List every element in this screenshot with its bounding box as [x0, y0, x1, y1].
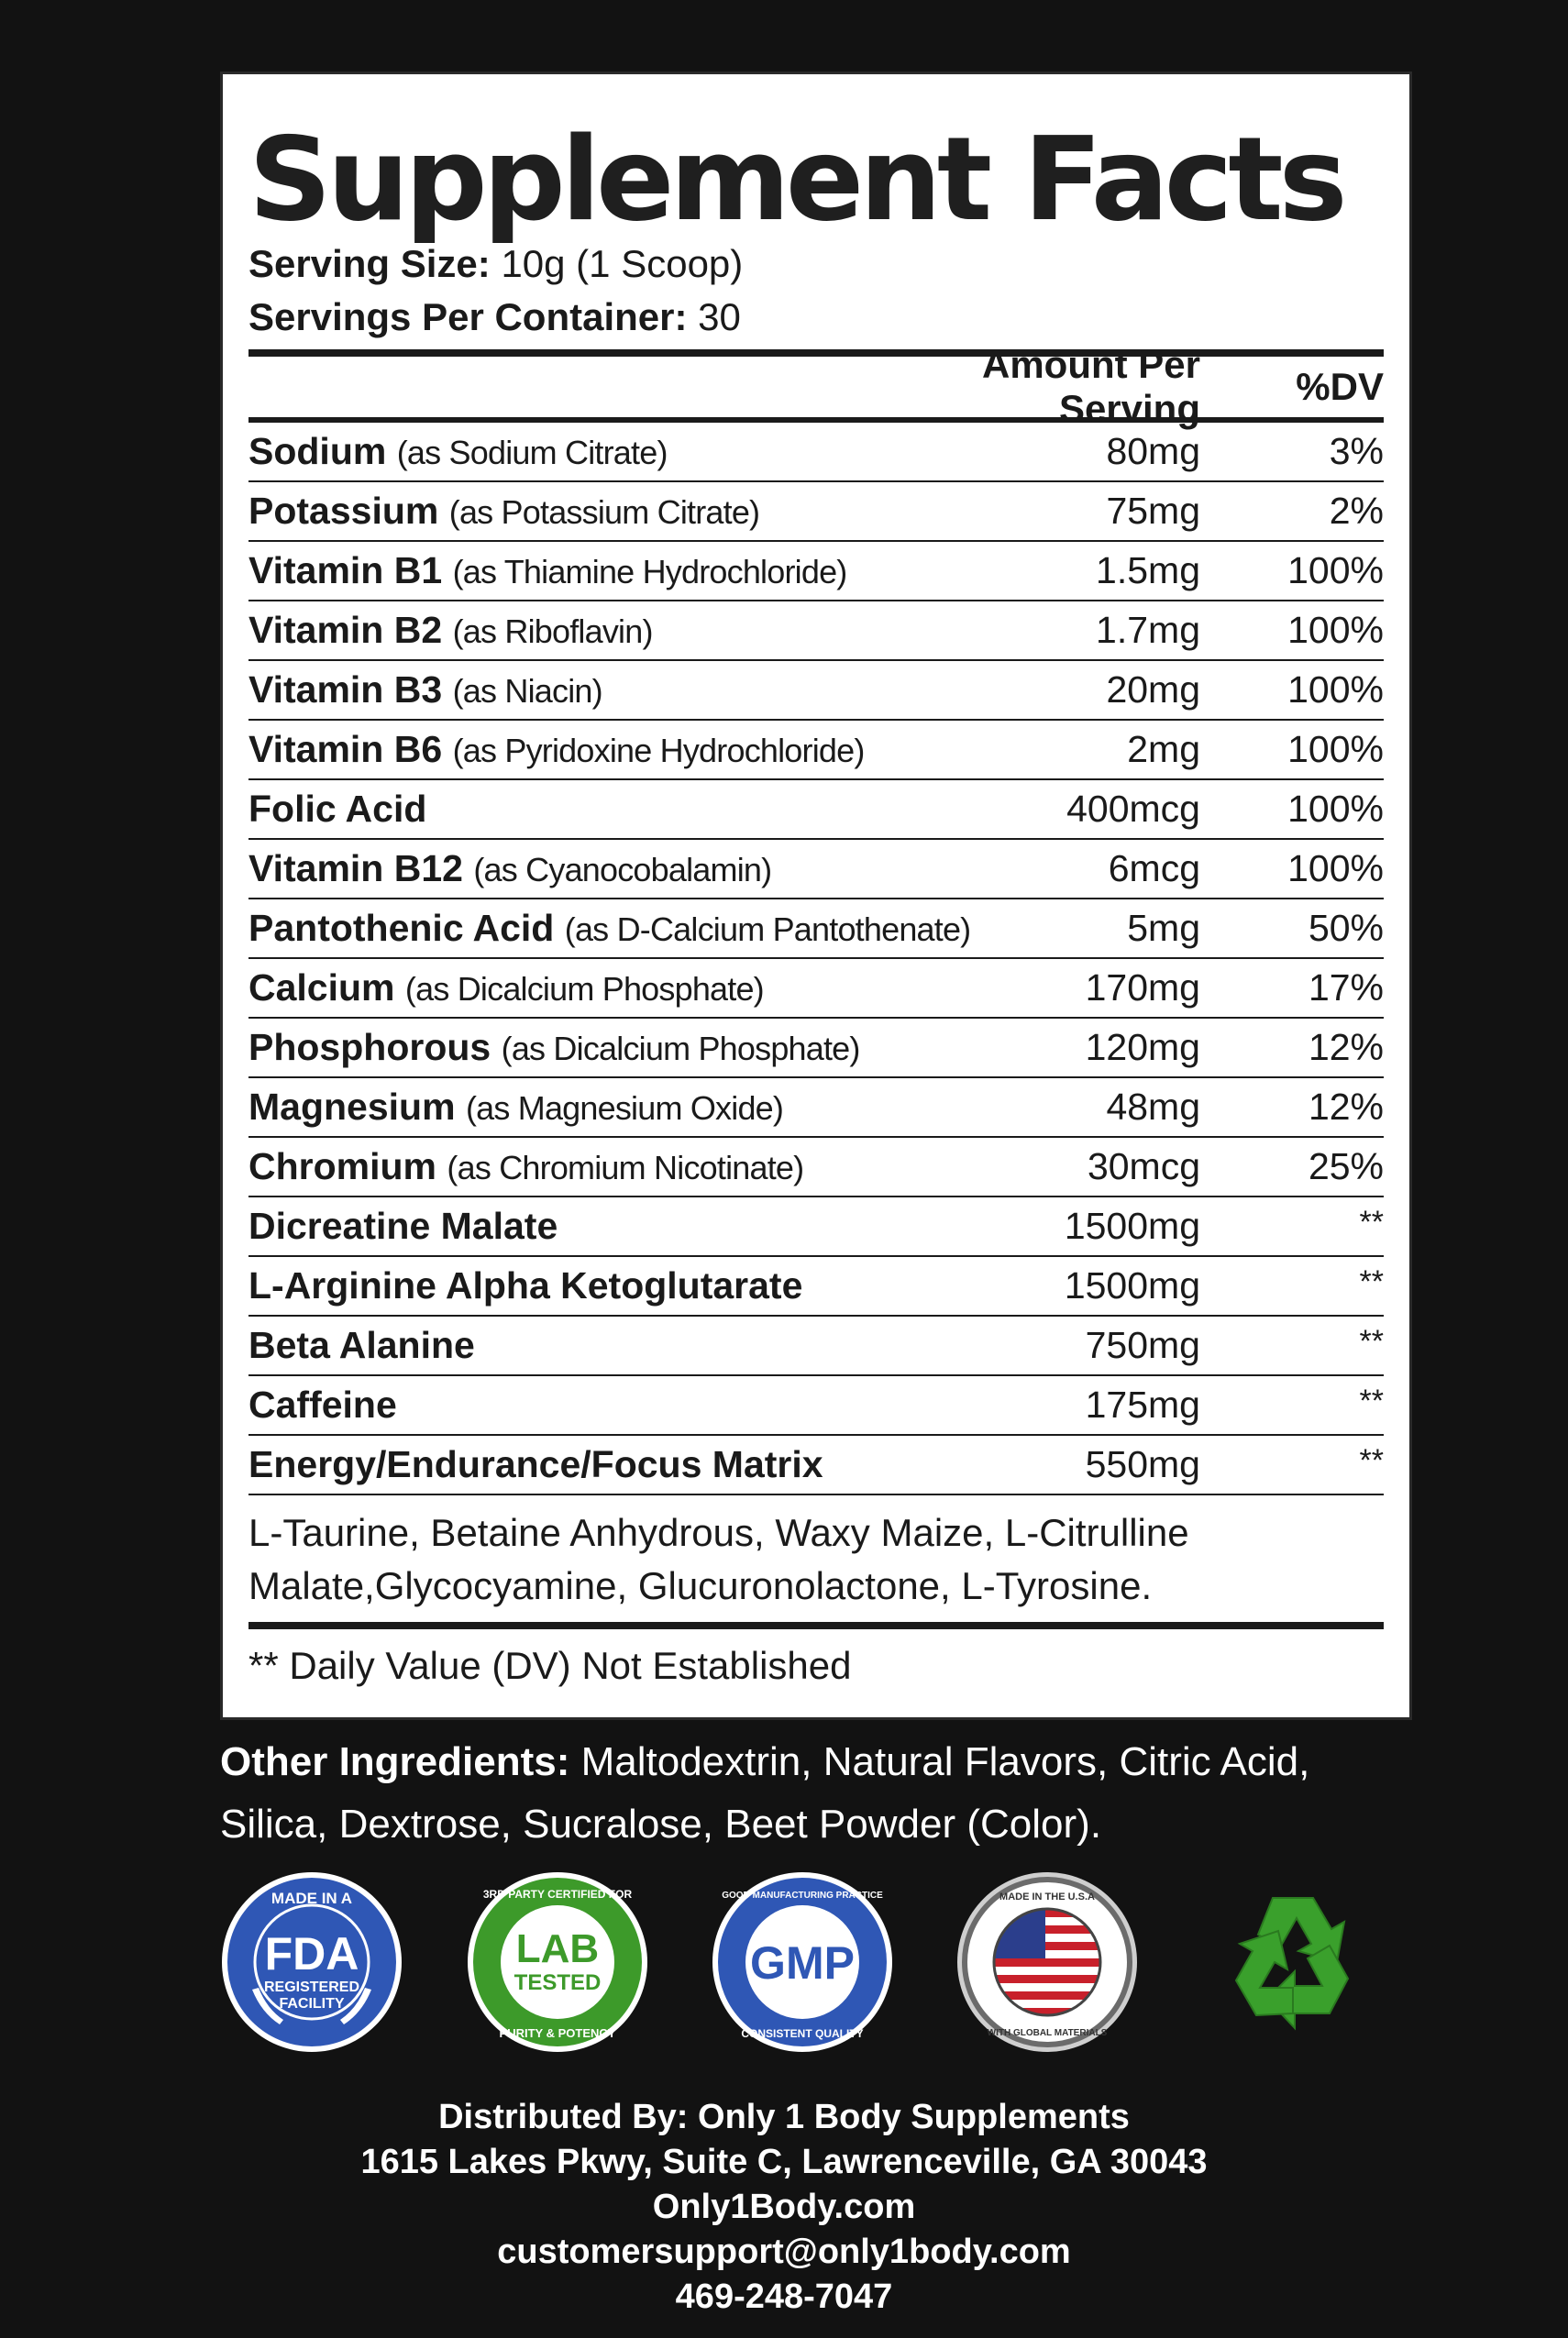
- nutrient-amount: 400mcg: [1066, 788, 1200, 830]
- nutrient-name: [248, 966, 1017, 1009]
- nutrient-source: (as Thiamine Hydrochloride): [452, 553, 847, 590]
- table-row: [248, 840, 1384, 899]
- header-amount: Amount Per Serving: [981, 343, 1200, 430]
- nutrient-dv: **: [1359, 1443, 1384, 1478]
- nutrient-source: (as Sodium Citrate): [396, 434, 668, 471]
- servings-per-container: [248, 291, 1384, 344]
- nutrient-amount: 80mg: [1106, 430, 1200, 472]
- nutrient-amount: 6mcg: [1108, 847, 1200, 889]
- nutrient-name: [248, 549, 1017, 592]
- nutrient-dv: 100%: [1287, 549, 1384, 591]
- distributor-website[interactable]: Only1Body.com: [652, 2188, 916, 2226]
- nutrient-source: (as Pyridoxine Hydrochloride): [452, 732, 865, 769]
- table-row: [248, 1317, 1384, 1376]
- nutrient-name: [248, 668, 1017, 711]
- table-row: [248, 899, 1384, 959]
- nutrient-label: Phosphorous: [248, 1026, 491, 1068]
- nutrient-source: (as Magnesium Oxide): [465, 1089, 784, 1127]
- nutrient-label: Pantothenic Acid: [248, 907, 555, 949]
- table-row: [248, 1257, 1384, 1317]
- nutrient-label: L-Arginine Alpha Ketoglutarate: [248, 1264, 803, 1307]
- table-row: [248, 1436, 1384, 1495]
- badge-text: TESTED: [513, 1970, 602, 1995]
- other-ingredients-text: Maltodextrin, Natural Flavors, Citric Acid,: [580, 1739, 1310, 1784]
- nutrient-dv: 3%: [1329, 430, 1384, 472]
- fda-badge-icon: [220, 1870, 403, 2054]
- distributor-name: Distributed By: Only 1 Body Supplements: [438, 2098, 1130, 2136]
- nutrient-name: [248, 430, 1017, 473]
- badge-text: FDA: [264, 1928, 359, 1980]
- badge-text: MADE IN A: [271, 1890, 353, 1907]
- other-ingredients-text: Silica, Dextrose, Sucralose, Beet Powder (Color).: [220, 1802, 1102, 1847]
- table-row: [248, 661, 1384, 721]
- nutrient-source: (as Riboflavin): [452, 612, 653, 650]
- nutrient-amount: 550mg: [1085, 1443, 1200, 1485]
- nutrient-dv: 12%: [1308, 1026, 1384, 1068]
- nutrient-name: [248, 907, 1017, 950]
- nutrient-amount: 2mg: [1127, 728, 1200, 770]
- nutrient-dv: 25%: [1308, 1145, 1384, 1187]
- nutrient-dv: 100%: [1287, 788, 1384, 830]
- badge-text: GOOD MANUFACTURING PRACTICE: [722, 1891, 883, 1901]
- recycle-icon: [1201, 1870, 1385, 2054]
- nutrient-name: [248, 788, 1017, 831]
- table-row: [248, 1197, 1384, 1257]
- lab-tested-badge-icon: [466, 1870, 649, 2054]
- nutrient-amount: 1500mg: [1064, 1264, 1200, 1307]
- nutrient-name: [248, 1026, 1017, 1069]
- badge-row: [220, 1870, 1412, 2054]
- nutrient-name: [248, 1145, 1017, 1188]
- nutrient-label: Caffeine: [248, 1384, 397, 1426]
- nutrient-label: Vitamin B6: [248, 728, 443, 770]
- nutrient-dv: 50%: [1308, 907, 1384, 949]
- servings-value: 30: [698, 295, 741, 338]
- other-ingredients: [220, 1731, 1412, 1856]
- nutrient-name: [248, 728, 1017, 771]
- nutrient-name: [248, 1205, 1017, 1248]
- nutrient-amount: 20mg: [1106, 668, 1200, 711]
- matrix-ingredients: [248, 1495, 1384, 1622]
- nutrient-amount: 170mg: [1085, 966, 1200, 1009]
- nutrient-amount: 750mg: [1085, 1324, 1200, 1366]
- serving-size-label: Serving Size:: [248, 242, 491, 285]
- nutrient-name: [248, 609, 1017, 652]
- nutrient-label: Energy/Endurance/Focus Matrix: [248, 1443, 823, 1485]
- nutrient-label: Chromium: [248, 1145, 436, 1187]
- nutrient-dv: **: [1359, 1264, 1384, 1299]
- table-row: [248, 1138, 1384, 1197]
- nutrient-amount: 1.5mg: [1096, 549, 1200, 591]
- nutrient-amount: 1500mg: [1064, 1205, 1200, 1247]
- table-row: [248, 1019, 1384, 1078]
- panel-title: Supplement Facts: [248, 112, 1343, 247]
- divider: [248, 349, 1384, 357]
- nutrient-amount: 48mg: [1106, 1086, 1200, 1128]
- badge-text: PURITY & POTENCY: [499, 2026, 616, 2040]
- nutrient-label: Vitamin B3: [248, 668, 443, 711]
- nutrient-label: Sodium: [248, 430, 387, 472]
- nutrient-label: Beta Alanine: [248, 1324, 475, 1366]
- distributor-email[interactable]: customersupport@only1body.com: [497, 2233, 1071, 2271]
- table-row: [248, 721, 1384, 780]
- nutrient-table: [248, 423, 1384, 1495]
- nutrient-source: (as Dicalcium Phosphate): [501, 1030, 860, 1067]
- table-row: [248, 601, 1384, 661]
- table-row: [248, 1078, 1384, 1138]
- nutrient-label: Potassium: [248, 490, 439, 532]
- table-row: [248, 482, 1384, 542]
- nutrient-name: [248, 1086, 1017, 1129]
- badge-text: REGISTERED: [263, 1980, 360, 1995]
- nutrient-label: Vitamin B12: [248, 847, 463, 889]
- badge-text: WITH GLOBAL MATERIALS: [987, 2028, 1108, 2038]
- nutrient-dv: 100%: [1287, 728, 1384, 770]
- nutrient-amount: 175mg: [1085, 1384, 1200, 1426]
- matrix-line: L-Taurine, Betaine Anhydrous, Waxy Maize, L-Citrulline: [248, 1511, 1189, 1554]
- table-row: [248, 423, 1384, 482]
- divider: [248, 1622, 1384, 1629]
- distributor-info: [0, 2095, 1568, 2320]
- nutrient-name: [248, 490, 1017, 533]
- nutrient-amount: 30mcg: [1087, 1145, 1200, 1187]
- nutrient-name: [248, 847, 1017, 890]
- serving-size-value: 10g (1 Scoop): [501, 242, 744, 285]
- table-row: [248, 780, 1384, 840]
- servings-label: Servings Per Container:: [248, 295, 688, 338]
- nutrient-label: Magnesium: [248, 1086, 456, 1128]
- nutrient-label: Vitamin B2: [248, 609, 443, 651]
- nutrient-amount: 75mg: [1106, 490, 1200, 532]
- gmp-badge-icon: [711, 1870, 894, 2054]
- supplement-facts-panel: [220, 72, 1412, 1720]
- nutrient-name: [248, 1443, 1017, 1486]
- nutrient-dv: 100%: [1287, 847, 1384, 889]
- nutrient-label: Vitamin B1: [248, 549, 443, 591]
- badge-text: LAB: [515, 1926, 600, 1971]
- badge-text: FACILITY: [279, 1996, 345, 2012]
- nutrient-name: [248, 1384, 1017, 1427]
- nutrient-name: [248, 1324, 1017, 1367]
- nutrient-dv: 100%: [1287, 609, 1384, 651]
- nutrient-amount: 120mg: [1085, 1026, 1200, 1068]
- nutrient-source: (as Niacin): [452, 672, 602, 710]
- matrix-line: Malate,Glycocyamine, Glucuronolactone, L-Tyrosine.: [248, 1564, 1153, 1607]
- nutrient-dv: **: [1359, 1205, 1384, 1240]
- nutrient-dv: 2%: [1329, 490, 1384, 532]
- nutrient-dv: **: [1359, 1384, 1384, 1418]
- table-header: [248, 343, 1384, 430]
- table-row: [248, 1376, 1384, 1436]
- table-row: [248, 959, 1384, 1019]
- badge-text: MADE IN THE U.S.A: [999, 1891, 1095, 1902]
- nutrient-source: (as D-Calcium Pantothenate): [564, 910, 971, 948]
- nutrient-name: [248, 1264, 1017, 1307]
- footnote: ** Daily Value (DV) Not Established: [248, 1644, 852, 1687]
- nutrient-amount: 5mg: [1127, 907, 1200, 949]
- nutrient-dv: 12%: [1308, 1086, 1384, 1128]
- nutrient-dv: 17%: [1308, 966, 1384, 1009]
- nutrient-dv: 100%: [1287, 668, 1384, 711]
- other-ingredients-label: Other Ingredients:: [220, 1739, 570, 1784]
- nutrient-label: Folic Acid: [248, 788, 427, 830]
- nutrient-amount: 1.7mg: [1096, 609, 1200, 651]
- badge-text: CONSISTENT QUALITY: [741, 2027, 864, 2040]
- badge-text: GMP: [750, 1937, 855, 1989]
- nutrient-label: Calcium: [248, 966, 395, 1009]
- header-dv: %DV: [1296, 365, 1384, 408]
- nutrient-source: (as Dicalcium Phosphate): [404, 970, 764, 1008]
- nutrient-source: (as Potassium Citrate): [448, 493, 760, 531]
- distributor-phone[interactable]: 469-248-7047: [675, 2277, 893, 2316]
- nutrient-dv: **: [1359, 1324, 1384, 1359]
- table-row: [248, 542, 1384, 601]
- badge-text: 3RD PARTY CERTIFIED FOR: [482, 1888, 633, 1901]
- nutrient-label: Dicreatine Malate: [248, 1205, 558, 1247]
- distributor-address: 1615 Lakes Pkwy, Suite C, Lawrenceville, GA 30043: [360, 2143, 1208, 2181]
- nutrient-source: (as Cyanocobalamin): [473, 851, 772, 888]
- usa-flag-badge-icon: [955, 1870, 1139, 2054]
- nutrient-source: (as Chromium Nicotinate): [447, 1149, 804, 1186]
